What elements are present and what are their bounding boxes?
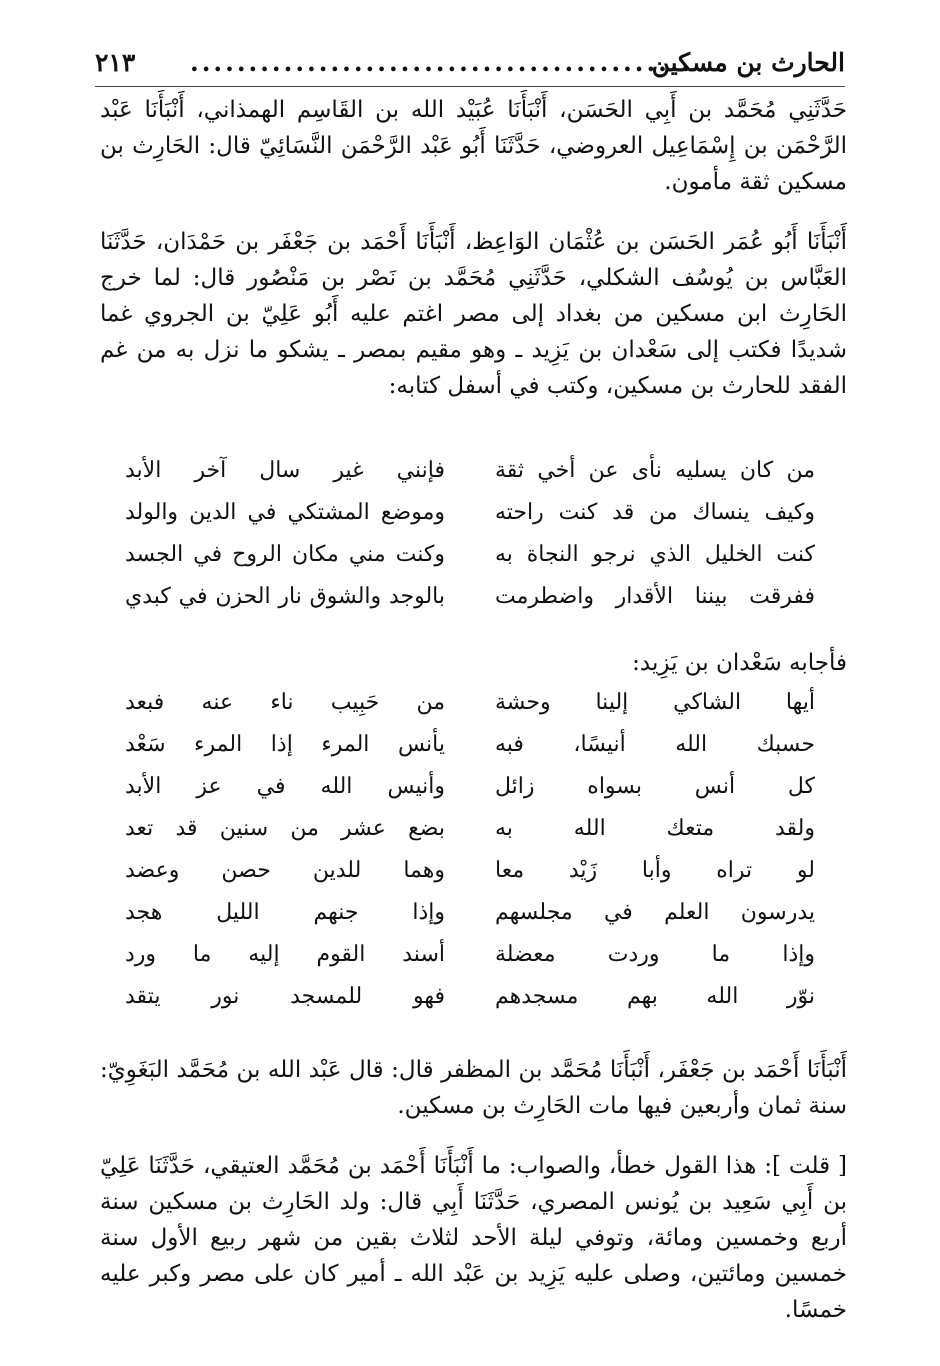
running-title: الحارث بن مسكين <box>651 48 845 77</box>
verse-second-hemistich: بالوجد والشوق نار الحزن في كبدي <box>125 584 445 609</box>
paragraph-2: أَنْبَأَنَا أَبُو عُمَر الحَسَن بن عُثْمَان الوَاعِظ، أَنْبَأَنَا أَحْمَد بن جَعْفَر بن حَمْدَان، حَدَّثَنَا العَبَّاس بن يُوسُف الشكلي، حَدَّثَنِي مُحَمَّد بن نَصْر بن مَنْصُور قال: لما خرج الحَارِث ابن مسكين من بغداد إلى مصر اغتم عليه أَبُو عَلِيّ بن الجروي غما شديدًا فكتب إلى سَعْدان بن يَزِيد ـ وهو مقيم بمصر ـ يشكو ما نزل به من غم الفقد للحارث بن مسكين، وكتب في أسفل كتابه: <box>100 229 847 399</box>
verse-first-hemistich: وكيف ينساك من قد كنت راحته <box>495 500 815 525</box>
poem-verse <box>125 816 815 858</box>
poem-verse <box>125 984 815 1026</box>
verse-first-hemistich: يدرسون العلم في مجلسهم <box>495 900 815 925</box>
poem-verse <box>125 584 815 626</box>
poem-verse <box>125 858 815 900</box>
verse-second-hemistich: وموضع المشتكي في الدين والولد <box>125 500 445 525</box>
verse-first-hemistich: لو تراه وأبا زَيْد معا <box>495 858 815 883</box>
verse-second-hemistich: وكنت مني مكان الروح في الجسد <box>125 542 445 567</box>
poem-verse <box>125 458 815 500</box>
header-rule <box>95 86 845 87</box>
verse-second-hemistich: بضع عشر من سنين قد تعد <box>125 816 445 841</box>
verse-second-hemistich: فإنني غير سال آخر الأبد <box>125 458 445 483</box>
verse-first-hemistich: كنت الخليل الذي نرجو النجاة به <box>495 542 815 567</box>
verse-second-hemistich: من حَبِيب ناء عنه فبعد <box>125 690 445 715</box>
verse-first-hemistich: نوّر الله بهم مسجدهم <box>495 984 815 1009</box>
poem-verse <box>125 542 815 584</box>
verse-first-hemistich: وإذا ما وردت معضلة <box>495 942 815 967</box>
verse-second-hemistich: وأنيس الله في عز الأبد <box>125 774 445 799</box>
page-header <box>95 48 845 88</box>
poem-verse <box>125 900 815 942</box>
verse-second-hemistich: وإذا جنهم الليل هجد <box>125 900 445 925</box>
poem-verse <box>125 942 815 984</box>
verse-first-hemistich: كل أنس بسواه زائل <box>495 774 815 799</box>
verse-second-hemistich: وهما للدين حصن وعضد <box>125 858 445 883</box>
verse-second-hemistich: يأنس المرء إذا المرء سَعْد <box>125 732 445 757</box>
poem-letter <box>125 458 815 626</box>
paragraph-1: حَدَّثَنِي مُحَمَّد بن أَبِي الحَسَن، أَنْبَأَنَا عُبَيْد الله بن القَاسِم الهمذاني، أَنْبَأَنَا عَبْد الرَّحْمَن بن إِسْمَاعِيل العروضي، حَدَّثَنَا أَبُو عَبْد الرَّحْمَن النَّسَائِيّ قال: الحَارِث بن مسكين ثقة مأمون. <box>100 97 847 195</box>
verse-first-hemistich: من كان يسليه نأى عن أخي ثقة <box>495 458 815 483</box>
page-number: ٢١٣ <box>95 48 136 77</box>
verse-first-hemistich: ففرقت بيننا الأقدار واضطرمت <box>495 584 815 609</box>
poem-reply <box>125 690 815 1026</box>
verse-second-hemistich: أسند القوم إليه ما ورد <box>125 942 445 967</box>
verse-second-hemistich: فهو للمسجد نور يتقد <box>125 984 445 1009</box>
leader-dots: ........................................... <box>190 48 694 77</box>
verse-first-hemistich: حسبك الله أنيسًا، فبه <box>495 732 815 757</box>
verse-first-hemistich: أيها الشاكي إلينا وحشة <box>495 690 815 715</box>
poem-verse <box>125 690 815 732</box>
verse-first-hemistich: ولقد متعك الله به <box>495 816 815 841</box>
poem-verse <box>125 774 815 816</box>
poem-verse <box>125 732 815 774</box>
paragraph-3: أَنْبَأَنَا أَحْمَد بن جَعْفَر، أَنْبَأَنَا مُحَمَّد بن المظفر قال: قال عَبْد الله بن مُحَمَّد البَغَوِيّ: سنة ثمان وأربعين فيها مات الحَارِث بن مسكين. <box>100 1057 847 1119</box>
poem-verse <box>125 500 815 542</box>
paragraph-4: [ قلت ]: هذا القول خطأ، والصواب: ما أَنْبَأَنَا أَحْمَد بن مُحَمَّد العتيقي، حَدَّثَنَا عَلِيّ بن أَبِي سَعِيد بن يُونس المصري، حَدَّثَنَا أَبِي قال: ولد الحَارِث بن مسكين سنة أربع وخمسين ومائة، وتوفي ليلة الأحد لثلاث بقين من شهر ربيع الأول سنة خمسين ومائتين، وصلى عليه يَزِيد بن عَبْد الله ـ أمير كان على مصر وكبر عليه خمسًا. <box>100 1153 847 1323</box>
reply-intro: فأجابه سَعْدان بن يَزِيد: <box>632 650 847 676</box>
